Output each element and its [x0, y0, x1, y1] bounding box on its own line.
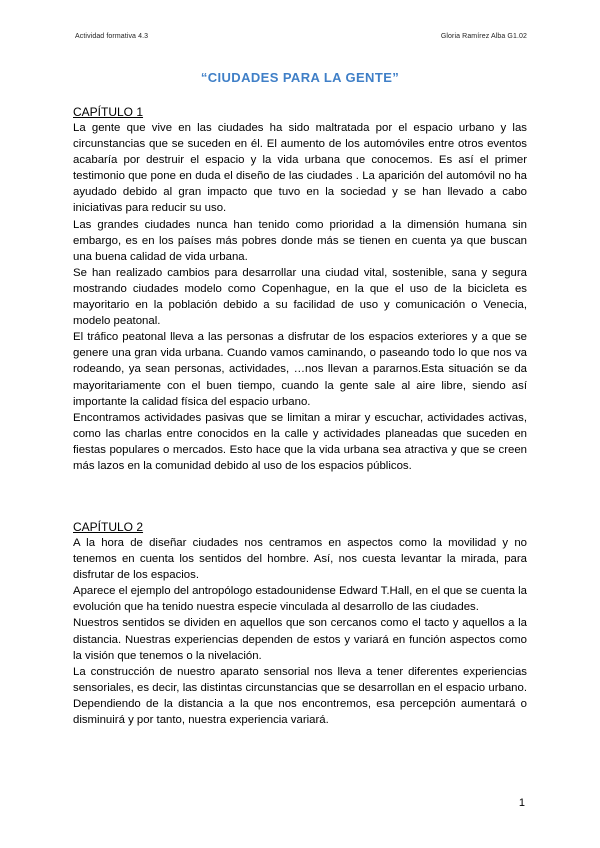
chapter-1-paragraph: Se han realizado cambios para desarrollar una ciudad vital, sostenible, sana y segura mostrando ciudades modelo como Copenhague, en la que el uso de la bicicleta es mayoritario en la población debido a su facilidad de uso y comunicación o Venecia, modelo peatonal.	[73, 266, 527, 328]
chapter-1-paragraph: La gente que vive en las ciudades ha sido maltratada por el espacio urbano y las circunstancias que se suceden en él. El aumento de los automóviles entre otros eventos acabaría por destruir el espacio y la vida urbana que conocemos. Es así el primer testimonio que pone en duda el diseño de las ciudades . La aparición del automóvil no ha ayudado debido al gran impacto que tuvo en la sociedad y se han llevado a cabo iniciativas para reducir su uso.	[73, 122, 527, 215]
chapter-2-paragraph: A la hora de diseñar ciudades nos centramos en aspectos como la movilidad y no tenemos en cuenta los sentidos del hombre. Así, nos cuesta levantar la mirada, para disfrutar de los espacios.	[73, 537, 527, 582]
chapter-1-heading: CAPÍTULO 1	[73, 105, 144, 119]
chapter-2-paragraph: La construcción de nuestro aparato sensorial nos lleva a tener diferentes experiencias sensoriales, es decir, las distintas circunstancias que se desarrollan en el espacio urbano. Dependiendo de la distancia a la que nos encontremos, esa percepción aumentará o disminuirá y por tanto, nuestra experiencia variará.	[73, 665, 527, 727]
header-left-text: Actividad formativa 4.3	[75, 33, 149, 40]
chapter-1-section	[73, 104, 527, 474]
document-title: “CIUDADES PARA LA GENTE”	[200, 70, 400, 85]
header-right-text: Gloria Ramírez Alba G1.02	[440, 33, 527, 40]
chapter-1-paragraph: Encontramos actividades pasivas que se limitan a mirar y escuchar, actividades activas, como las charlas entre conocidos en la calle y actividades planeadas que suceden en fiestas populares o mercados. Esto hace que la vida urbana sea atractiva y que se creen más lazos en la comunidad debido al uso de los espacios públicos.	[73, 411, 527, 472]
chapter-1-paragraph: El tráfico peatonal lleva a las personas a disfrutar de los espacios exteriores y a que se genere una gran vida urbana. Cuando vamos caminando, o paseando todo lo que nos va rodeando, ya sean personas, actividades, …nos llevan a pararnos.Esta situación se da mayoritariamente con el buen tiempo, cuando la gente sale al aire libre, siendo así importante la calidad física del espacio urbano.	[73, 331, 527, 408]
page-number: 1	[518, 797, 525, 809]
chapter-2-heading: CAPÍTULO 2	[73, 520, 144, 534]
chapter-2-section	[73, 519, 527, 728]
chapter-2-paragraph: Aparece el ejemplo del antropólogo estadounidense Edward T.Hall, en el que se cuenta la evolución que ha tenido nuestra especie vinculada al desarrollo de las ciudades.	[73, 585, 527, 614]
chapter-2-paragraph: Nuestros sentidos se dividen en aquellos que son cercanos como el tacto y aquellos a la distancia. Nuestras experiencias dependen de estos y variará en función aspectos como la visión que tenemos o la nivelación.	[73, 617, 527, 662]
chapter-1-paragraph: Las grandes ciudades nunca han tenido como prioridad a la dimensión humana sin embargo, es en los países más pobres donde más se tienen en cuenta ya que buscan una buena calidad de vida urbana.	[73, 218, 527, 263]
